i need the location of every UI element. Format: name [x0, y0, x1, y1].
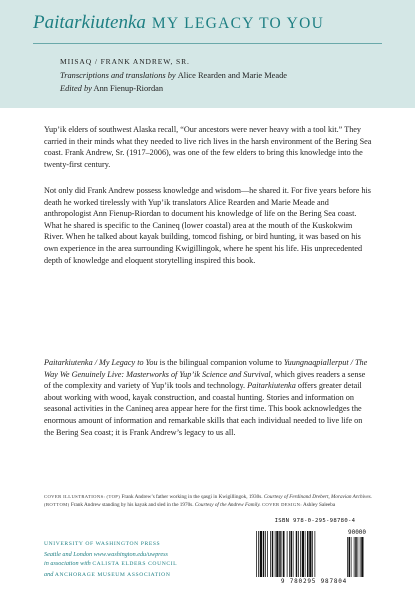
- addon-bar: [347, 537, 348, 577]
- translators-line: [60, 71, 287, 80]
- p3-text-1: is the bilingual companion volume to: [157, 358, 284, 367]
- barcode-bar: [270, 531, 271, 577]
- barcode-bar: [267, 531, 268, 577]
- p3-text-2: , which gives readers a sense of the complexity and variety of Yup’ik tools and technology.: [44, 369, 366, 391]
- publisher-city-url: Seattle and London www.washington.edu/uwpress: [44, 550, 168, 558]
- p3-italic-3: Paitarkiutenka: [247, 381, 296, 391]
- cover-credits: [44, 493, 372, 509]
- barcode-bar: [263, 531, 265, 577]
- barcode-bar: [276, 531, 278, 577]
- book-title: [33, 12, 393, 40]
- barcode-bar: [275, 531, 276, 577]
- barcode-bar: [279, 531, 281, 577]
- assoc-calista: CALISTA ELDERS COUNCIL: [92, 561, 178, 568]
- barcode-bar: [302, 531, 304, 577]
- barcode-bar: [296, 531, 298, 577]
- paragraph-1: Yup’ik elders of southwest Alaska recall, “Our ancestors were never heavy with a tool kit.” They carried in their minds what they needed to live rich lives in the harsh environment of the Bering Sea coast. Frank Andrew, Sr. (1917–2006), was one of the few elders to bring this knowledge into the twenty-first century.: [44, 125, 372, 169]
- edited-label: Edited by: [60, 84, 92, 93]
- barcode-bar: [315, 531, 316, 577]
- barcode-bar: [272, 531, 274, 577]
- editor-line: [60, 84, 163, 93]
- barcode-bar: [258, 531, 259, 577]
- credits-design-text: Ashley Saleeba: [302, 502, 336, 509]
- barcode-addon: 90000: [347, 529, 367, 536]
- credits-bottom-text: Frank Andrew standing by his kayak and sled in the 1970s.: [69, 502, 195, 509]
- addon-bar: [361, 537, 363, 577]
- title-rule: [33, 43, 382, 44]
- barcode-bar: [282, 531, 283, 577]
- p3-italic-1: Paitarkiutenka / My Legacy to You: [44, 358, 158, 367]
- barcode-bar: [293, 531, 294, 577]
- credits-top-courtesy: Courtesy of Ferdinand Drebert, Moravian Archives.: [263, 494, 372, 500]
- credits-top-text: Frank Andrew’s father working in the qasgi in Kwigillingok, 1930s.: [120, 494, 264, 500]
- barcode-bar: [309, 531, 311, 577]
- barcode-digits: 9 780295 987804: [280, 578, 348, 585]
- publisher-association-2: [44, 570, 234, 581]
- transcriptions-label: Transcriptions and translations by: [60, 71, 176, 80]
- addon-bar: [355, 537, 357, 577]
- addon-bar: [358, 537, 359, 577]
- assoc-and: and: [44, 570, 54, 578]
- barcode-image: [254, 527, 374, 579]
- barcode-bar: [291, 531, 293, 577]
- barcode-bar: [256, 531, 257, 577]
- assoc-anchorage: ANCHORAGE MUSEUM ASSOCIATION: [54, 571, 171, 578]
- addon-bar: [349, 537, 351, 577]
- publisher-association: [44, 559, 234, 570]
- p3-text-3: offers greater detail about working with wood, kayak construction, and coastal hunting. Stories and information on seasonal activities in the Canineq area appear here for the first time. This book acknowledges the enormous amount of information and remarkable skills that each individual needed to live life on the Bering Sea coast; it is Frank Andrew’s legacy to us all.: [44, 381, 363, 437]
- addon-bar: [354, 537, 355, 577]
- paragraph-3: [44, 357, 374, 438]
- barcode-bar: [283, 531, 285, 577]
- isbn-text: [255, 518, 375, 524]
- addon-bar: [360, 537, 361, 577]
- addon-bar: [351, 537, 352, 577]
- paragraph-2: Not only did Frank Andrew possess knowledge and wisdom—he shared it. For five years before his death he worked tirelessly with Yup’ik translators Alice Rearden and Marie Meade and anthropologist Ann Fienup-Riordan to document his knowledge of life on the Bering Sea coast. What he shared is specific to the Canineq (lower coastal) area at the mouth of the Kuskokwim River. When he talked about kayak building, tomcod fishing, or bird hunting, it was based on his own experience in the area surrounding Kwigillingok, where he spent his life. His unprecedented depth of knowledge and eloquent storytelling inspired this book.: [44, 186, 371, 265]
- assoc-prefix: in association with: [44, 560, 91, 568]
- barcode-bar: [300, 531, 301, 577]
- title-caps: MY LEGACY TO YOU: [151, 15, 325, 32]
- barcode-bar: [298, 531, 299, 577]
- isbn-number: ISBN 978-0-295-98780-4: [274, 518, 356, 524]
- publisher-block: [44, 540, 234, 580]
- credits-bottom-courtesy: Courtesy of the Andrew Family.: [194, 502, 261, 509]
- barcode-bar: [305, 531, 306, 577]
- credits-design-label: COVER DESIGN:: [261, 502, 302, 508]
- barcode-bar: [265, 531, 266, 577]
- credits-bottom-label: (BOTTOM): [44, 502, 70, 508]
- author-line: MIISAQ / FRANK ANDREW, SR.: [60, 57, 190, 66]
- barcode-bar: [312, 531, 313, 577]
- editor-name: Ann Fienup-Riordan: [93, 84, 164, 93]
- credits-label: COVER ILLUSTRATIONS:: [44, 494, 106, 499]
- barcode-bar: [289, 531, 290, 577]
- title-italic: Paitarkiutenka: [33, 12, 146, 33]
- barcode-bar: [287, 531, 288, 577]
- p3-italic-2: Yuungnaqpiallerput / The Way We Genuinely Live: Masterworks of Yup’ik Science and Survival: [44, 358, 368, 379]
- translators-names: Alice Rearden and Marie Meade: [177, 71, 288, 80]
- credits-top-label: (TOP): [106, 494, 121, 499]
- barcode-bar: [260, 531, 262, 577]
- barcode-bar: [307, 531, 309, 577]
- publisher-name: UNIVERSITY OF WASHINGTON PRESS: [44, 541, 161, 547]
